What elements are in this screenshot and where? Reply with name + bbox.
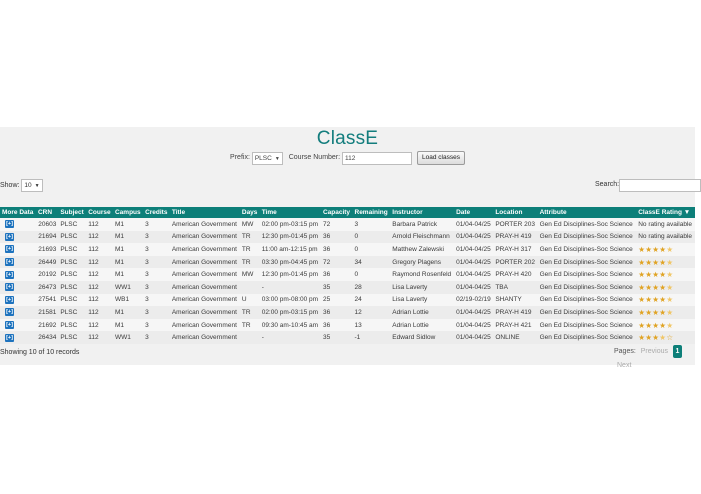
search-label: Search: bbox=[595, 181, 620, 188]
cell-capacity: 35 bbox=[321, 331, 353, 344]
star-icon: ★ bbox=[638, 307, 646, 317]
star-icon: ★ bbox=[645, 257, 653, 267]
next-page-button[interactable]: Next bbox=[617, 362, 632, 369]
cell-remaining: 24 bbox=[353, 294, 391, 307]
rating-stars bbox=[638, 258, 673, 267]
star-icon: ★ bbox=[652, 333, 660, 343]
star-icon: ★ bbox=[645, 307, 653, 317]
cell-credits: 3 bbox=[143, 319, 170, 332]
chevron-down-icon: ▼ bbox=[274, 155, 280, 162]
cell-crn: 27541 bbox=[36, 294, 58, 307]
cell-crn: 20603 bbox=[36, 218, 58, 231]
cell-title: American Government bbox=[170, 294, 240, 307]
cell-attribute: Gen Ed Disciplines-Soc Science bbox=[538, 218, 637, 231]
pages-label: Pages: bbox=[614, 348, 636, 355]
expand-row-button[interactable]: [+] bbox=[6, 233, 13, 240]
star-icon: ★ bbox=[638, 282, 646, 292]
table-body bbox=[0, 218, 695, 344]
search-control bbox=[595, 179, 619, 191]
cell-location: PRAY-H 421 bbox=[493, 319, 537, 332]
cell-capacity: 25 bbox=[321, 294, 353, 307]
more-data-cell bbox=[0, 231, 36, 244]
course-number-input[interactable]: 112 bbox=[342, 152, 412, 165]
cell-credits: 3 bbox=[143, 256, 170, 269]
cell-crn: 26449 bbox=[36, 256, 58, 269]
table-row bbox=[0, 268, 695, 281]
cell-rating bbox=[636, 294, 695, 307]
cell-subject: PLSC bbox=[58, 218, 86, 231]
star-icon: ★ bbox=[659, 244, 667, 254]
table-row bbox=[0, 319, 695, 332]
more-data-cell bbox=[0, 218, 36, 231]
star-icon: ★ bbox=[652, 270, 660, 280]
column-header-date[interactable]: Date bbox=[454, 207, 493, 218]
cell-days: TR bbox=[240, 256, 260, 269]
cell-date: 01/04-04/25 bbox=[454, 319, 493, 332]
cell-location: SHANTY bbox=[493, 294, 537, 307]
cell-crn: 21692 bbox=[36, 319, 58, 332]
cell-course: 112 bbox=[86, 268, 113, 281]
cell-course: 112 bbox=[86, 281, 113, 294]
star-icon: ★ bbox=[645, 270, 653, 280]
filter-bar bbox=[0, 151, 695, 166]
column-header-campus[interactable]: Campus bbox=[113, 207, 143, 218]
column-header-course[interactable]: Course bbox=[86, 207, 113, 218]
classe-panel bbox=[0, 127, 695, 369]
cell-instructor: Arnold Fleischmann bbox=[390, 231, 454, 244]
cell-location: PRAY-H 420 bbox=[493, 268, 537, 281]
page-length-control bbox=[0, 179, 43, 192]
cell-instructor: Raymond Rosenfeld bbox=[390, 268, 454, 281]
column-header-subject[interactable]: Subject bbox=[58, 207, 86, 218]
rating-stars bbox=[638, 283, 673, 292]
rating-stars bbox=[638, 321, 673, 330]
cell-rating bbox=[636, 256, 695, 269]
column-header-location[interactable]: Location bbox=[493, 207, 537, 218]
rating-stars bbox=[638, 308, 673, 317]
star-icon: ★ bbox=[666, 320, 674, 330]
cell-remaining: -1 bbox=[353, 331, 391, 344]
cell-crn: 26434 bbox=[36, 331, 58, 344]
cell-course: 112 bbox=[86, 319, 113, 332]
load-classes-button[interactable]: Load classes bbox=[417, 151, 465, 165]
table-row bbox=[0, 331, 695, 344]
cell-campus: WW1 bbox=[113, 281, 143, 294]
cell-course: 112 bbox=[86, 243, 113, 256]
cell-attribute: Gen Ed Disciplines-Soc Science bbox=[538, 268, 637, 281]
chevron-down-icon: ▼ bbox=[34, 183, 40, 189]
cell-remaining: 34 bbox=[353, 256, 391, 269]
expand-row-button[interactable]: [+] bbox=[6, 284, 13, 291]
cell-remaining: 0 bbox=[353, 231, 391, 244]
cell-attribute: Gen Ed Disciplines-Soc Science bbox=[538, 319, 637, 332]
cell-capacity: 72 bbox=[321, 218, 353, 231]
cell-time: 11:00 am-12:15 pm bbox=[260, 243, 321, 256]
cell-days bbox=[240, 281, 260, 294]
cell-attribute: Gen Ed Disciplines-Soc Science bbox=[538, 294, 637, 307]
column-header-rating[interactable]: ClassE Rating ▼ bbox=[636, 207, 695, 218]
star-icon: ★ bbox=[652, 282, 660, 292]
star-icon: ★ bbox=[666, 270, 674, 280]
table-row bbox=[0, 294, 695, 307]
cell-capacity: 36 bbox=[321, 306, 353, 319]
cell-subject: PLSC bbox=[58, 256, 86, 269]
cell-course: 112 bbox=[86, 331, 113, 344]
cell-days: U bbox=[240, 294, 260, 307]
star-icon: ★ bbox=[645, 244, 653, 254]
star-icon: ★ bbox=[659, 333, 667, 343]
star-icon: ★ bbox=[638, 320, 646, 330]
cell-credits: 3 bbox=[143, 306, 170, 319]
cell-time: 09:30 am-10:45 am bbox=[260, 319, 321, 332]
prefix-label: Prefix: bbox=[230, 154, 250, 161]
star-icon: ★ bbox=[638, 295, 646, 305]
page-length-value: 10 bbox=[24, 182, 32, 189]
star-icon: ★ bbox=[666, 307, 674, 317]
cell-campus: M1 bbox=[113, 306, 143, 319]
cell-crn: 20192 bbox=[36, 268, 58, 281]
table-row bbox=[0, 243, 695, 256]
page-button-current[interactable]: 1 bbox=[673, 345, 682, 358]
cell-location: PRAY-H 419 bbox=[493, 231, 537, 244]
cell-days: TR bbox=[240, 243, 260, 256]
cell-subject: PLSC bbox=[58, 294, 86, 307]
column-header-more-data[interactable]: More Data bbox=[0, 207, 36, 218]
star-icon: ★ bbox=[659, 270, 667, 280]
cell-instructor: Matthew Zalewski bbox=[390, 243, 454, 256]
expand-row-button[interactable]: [+] bbox=[6, 296, 13, 303]
cell-campus: M1 bbox=[113, 231, 143, 244]
cell-instructor: Adrian Lottie bbox=[390, 319, 454, 332]
search-input[interactable] bbox=[619, 179, 701, 192]
cell-days: TR bbox=[240, 319, 260, 332]
star-icon: ★ bbox=[645, 282, 653, 292]
cell-remaining: 0 bbox=[353, 243, 391, 256]
star-icon: ★ bbox=[645, 333, 653, 343]
star-icon: ★ bbox=[645, 320, 653, 330]
cell-crn: 26473 bbox=[36, 281, 58, 294]
cell-title: American Government bbox=[170, 331, 240, 344]
more-data-cell bbox=[0, 331, 36, 344]
star-icon: ★ bbox=[659, 320, 667, 330]
star-icon: ★ bbox=[659, 257, 667, 267]
show-label: Show: bbox=[0, 182, 20, 189]
column-header-instructor[interactable]: Instructor bbox=[390, 207, 454, 218]
pagination bbox=[614, 345, 695, 373]
cell-instructor: Lisa Laverty bbox=[390, 294, 454, 307]
table-row bbox=[0, 281, 695, 294]
cell-time: - bbox=[260, 281, 321, 294]
cell-rating bbox=[636, 331, 695, 344]
cell-title: American Government bbox=[170, 243, 240, 256]
cell-remaining: 28 bbox=[353, 281, 391, 294]
cell-subject: PLSC bbox=[58, 306, 86, 319]
expand-row-button[interactable]: [+] bbox=[6, 259, 13, 266]
star-icon: ★ bbox=[652, 295, 660, 305]
cell-instructor: Adrian Lottie bbox=[390, 306, 454, 319]
cell-credits: 3 bbox=[143, 243, 170, 256]
cell-date: 01/04-04/25 bbox=[454, 256, 493, 269]
expand-row-button[interactable]: [+] bbox=[6, 246, 13, 253]
cell-attribute: Gen Ed Disciplines-Soc Science bbox=[538, 256, 637, 269]
rating-stars bbox=[638, 245, 673, 254]
cell-attribute: Gen Ed Disciplines-Soc Science bbox=[538, 231, 637, 244]
classes-table bbox=[0, 207, 695, 344]
cell-days: TR bbox=[240, 306, 260, 319]
column-header-credits[interactable]: Credits bbox=[143, 207, 170, 218]
cell-campus: M1 bbox=[113, 268, 143, 281]
table-row bbox=[0, 218, 695, 231]
cell-subject: PLSC bbox=[58, 231, 86, 244]
cell-date: 01/04-04/25 bbox=[454, 218, 493, 231]
table-row bbox=[0, 256, 695, 269]
cell-course: 112 bbox=[86, 231, 113, 244]
more-data-cell bbox=[0, 243, 36, 256]
cell-capacity: 36 bbox=[321, 319, 353, 332]
expand-row-button[interactable]: [+] bbox=[6, 322, 13, 329]
cell-location: PRAY-H 419 bbox=[493, 306, 537, 319]
cell-time: 02:00 pm-03:15 pm bbox=[260, 306, 321, 319]
star-icon: ★ bbox=[666, 257, 674, 267]
more-data-cell bbox=[0, 268, 36, 281]
cell-rating bbox=[636, 306, 695, 319]
cell-credits: 3 bbox=[143, 331, 170, 344]
cell-date: 01/04-04/25 bbox=[454, 281, 493, 294]
column-header-capacity[interactable]: Capacity bbox=[321, 207, 353, 218]
more-data-cell bbox=[0, 294, 36, 307]
cell-rating: No rating available bbox=[636, 218, 695, 231]
star-icon: ★ bbox=[652, 307, 660, 317]
cell-attribute: Gen Ed Disciplines-Soc Science bbox=[538, 306, 637, 319]
cell-crn: 21581 bbox=[36, 306, 58, 319]
expand-row-button[interactable]: [+] bbox=[6, 334, 13, 341]
cell-time: 02:00 pm-03:15 pm bbox=[260, 218, 321, 231]
cell-rating bbox=[636, 268, 695, 281]
cell-campus: M1 bbox=[113, 218, 143, 231]
cell-location: ONLINE bbox=[493, 331, 537, 344]
rating-stars bbox=[638, 270, 673, 279]
cell-campus: M1 bbox=[113, 243, 143, 256]
column-header-title[interactable]: Title bbox=[170, 207, 240, 218]
cell-title: American Government bbox=[170, 306, 240, 319]
cell-title: American Government bbox=[170, 319, 240, 332]
cell-location: PORTER 202 bbox=[493, 256, 537, 269]
star-icon: ★ bbox=[638, 333, 646, 343]
cell-course: 112 bbox=[86, 218, 113, 231]
cell-credits: 3 bbox=[143, 281, 170, 294]
star-icon: ★ bbox=[652, 257, 660, 267]
column-header-days[interactable]: Days bbox=[240, 207, 260, 218]
table-header-row bbox=[0, 207, 695, 218]
cell-capacity: 36 bbox=[321, 268, 353, 281]
cell-attribute: Gen Ed Disciplines-Soc Science bbox=[538, 331, 637, 344]
more-data-cell bbox=[0, 256, 36, 269]
cell-title: American Government bbox=[170, 281, 240, 294]
star-icon: ★ bbox=[652, 320, 660, 330]
cell-instructor: Gregory Plagens bbox=[390, 256, 454, 269]
column-header-remaining[interactable]: Remaining bbox=[353, 207, 391, 218]
cell-campus: M1 bbox=[113, 256, 143, 269]
cell-campus: WB1 bbox=[113, 294, 143, 307]
cell-date: 01/04-04/25 bbox=[454, 231, 493, 244]
cell-capacity: 36 bbox=[321, 231, 353, 244]
cell-course: 112 bbox=[86, 256, 113, 269]
cell-time: 12:30 pm-01:45 pm bbox=[260, 268, 321, 281]
star-icon: ★ bbox=[659, 307, 667, 317]
table-row bbox=[0, 231, 695, 244]
star-icon: ★ bbox=[638, 270, 646, 280]
records-info: Showing 10 of 10 records bbox=[0, 349, 80, 356]
star-icon: ★ bbox=[666, 282, 674, 292]
cell-time: - bbox=[260, 331, 321, 344]
cell-subject: PLSC bbox=[58, 281, 86, 294]
cell-rating bbox=[636, 243, 695, 256]
cell-rating bbox=[636, 281, 695, 294]
cell-course: 112 bbox=[86, 306, 113, 319]
star-icon: ★ bbox=[638, 257, 646, 267]
cell-crn: 21694 bbox=[36, 231, 58, 244]
cell-credits: 3 bbox=[143, 294, 170, 307]
cell-remaining: 13 bbox=[353, 319, 391, 332]
rating-stars bbox=[638, 333, 673, 342]
cell-remaining: 12 bbox=[353, 306, 391, 319]
column-header-attribute[interactable]: Attribute bbox=[538, 207, 637, 218]
page-length-select[interactable] bbox=[21, 179, 42, 192]
cell-capacity: 36 bbox=[321, 243, 353, 256]
cell-instructor: Edward Sidlow bbox=[390, 331, 454, 344]
cell-time: 12:30 pm-01:45 pm bbox=[260, 231, 321, 244]
cell-remaining: 3 bbox=[353, 218, 391, 231]
cell-time: 03:30 pm-04:45 pm bbox=[260, 256, 321, 269]
previous-page-button[interactable]: Previous bbox=[640, 348, 668, 355]
star-icon: ★ bbox=[638, 244, 646, 254]
cell-subject: PLSC bbox=[58, 243, 86, 256]
cell-credits: 3 bbox=[143, 268, 170, 281]
cell-title: American Government bbox=[170, 256, 240, 269]
cell-attribute: Gen Ed Disciplines-Soc Science bbox=[538, 243, 637, 256]
cell-date: 01/04-04/25 bbox=[454, 243, 493, 256]
cell-date: 01/04-04/25 bbox=[454, 306, 493, 319]
table-row bbox=[0, 306, 695, 319]
cell-subject: PLSC bbox=[58, 319, 86, 332]
cell-location: PORTER 203 bbox=[493, 218, 537, 231]
star-icon: ★ bbox=[666, 295, 674, 305]
cell-subject: PLSC bbox=[58, 268, 86, 281]
cell-instructor: Lisa Laverty bbox=[390, 281, 454, 294]
star-icon: ★ bbox=[666, 244, 674, 254]
cell-campus: WW1 bbox=[113, 331, 143, 344]
expand-row-button[interactable]: [+] bbox=[6, 309, 13, 316]
cell-days bbox=[240, 331, 260, 344]
star-icon: ☆ bbox=[666, 333, 674, 343]
more-data-cell bbox=[0, 281, 36, 294]
cell-days: TR bbox=[240, 231, 260, 244]
cell-subject: PLSC bbox=[58, 331, 86, 344]
cell-title: American Government bbox=[170, 218, 240, 231]
column-header-crn[interactable]: CRN bbox=[36, 207, 58, 218]
cell-location: PRAY-H 317 bbox=[493, 243, 537, 256]
prefix-select[interactable] bbox=[252, 152, 283, 165]
column-header-time[interactable]: Time bbox=[260, 207, 321, 218]
cell-campus: M1 bbox=[113, 319, 143, 332]
cell-capacity: 35 bbox=[321, 281, 353, 294]
cell-days: MW bbox=[240, 218, 260, 231]
cell-time: 03:00 pm-08:00 pm bbox=[260, 294, 321, 307]
expand-row-button[interactable]: [+] bbox=[6, 271, 13, 278]
star-icon: ★ bbox=[659, 295, 667, 305]
cell-date: 01/04-04/25 bbox=[454, 331, 493, 344]
more-data-cell bbox=[0, 319, 36, 332]
cell-location: TBA bbox=[493, 281, 537, 294]
cell-attribute: Gen Ed Disciplines-Soc Science bbox=[538, 281, 637, 294]
cell-instructor: Barbara Patrick bbox=[390, 218, 454, 231]
rating-stars bbox=[638, 295, 673, 304]
star-icon: ★ bbox=[645, 295, 653, 305]
cell-days: MW bbox=[240, 268, 260, 281]
cell-date: 01/04-04/25 bbox=[454, 268, 493, 281]
app-title: ClassE bbox=[316, 128, 379, 149]
cell-title: American Government bbox=[170, 268, 240, 281]
prefix-value: PLSC bbox=[254, 154, 272, 162]
cell-crn: 21693 bbox=[36, 243, 58, 256]
more-data-cell bbox=[0, 306, 36, 319]
cell-remaining: 0 bbox=[353, 268, 391, 281]
cell-title: American Government bbox=[170, 231, 240, 244]
cell-course: 112 bbox=[86, 294, 113, 307]
cell-capacity: 72 bbox=[321, 256, 353, 269]
cell-rating: No rating available bbox=[636, 231, 695, 244]
star-icon: ★ bbox=[652, 244, 660, 254]
expand-row-button[interactable]: [+] bbox=[6, 221, 13, 228]
cell-date: 02/19-02/19 bbox=[454, 294, 493, 307]
cell-credits: 3 bbox=[143, 218, 170, 231]
cell-credits: 3 bbox=[143, 231, 170, 244]
star-icon: ★ bbox=[659, 282, 667, 292]
course-number-label: Course Number: bbox=[288, 154, 341, 161]
cell-rating bbox=[636, 319, 695, 332]
